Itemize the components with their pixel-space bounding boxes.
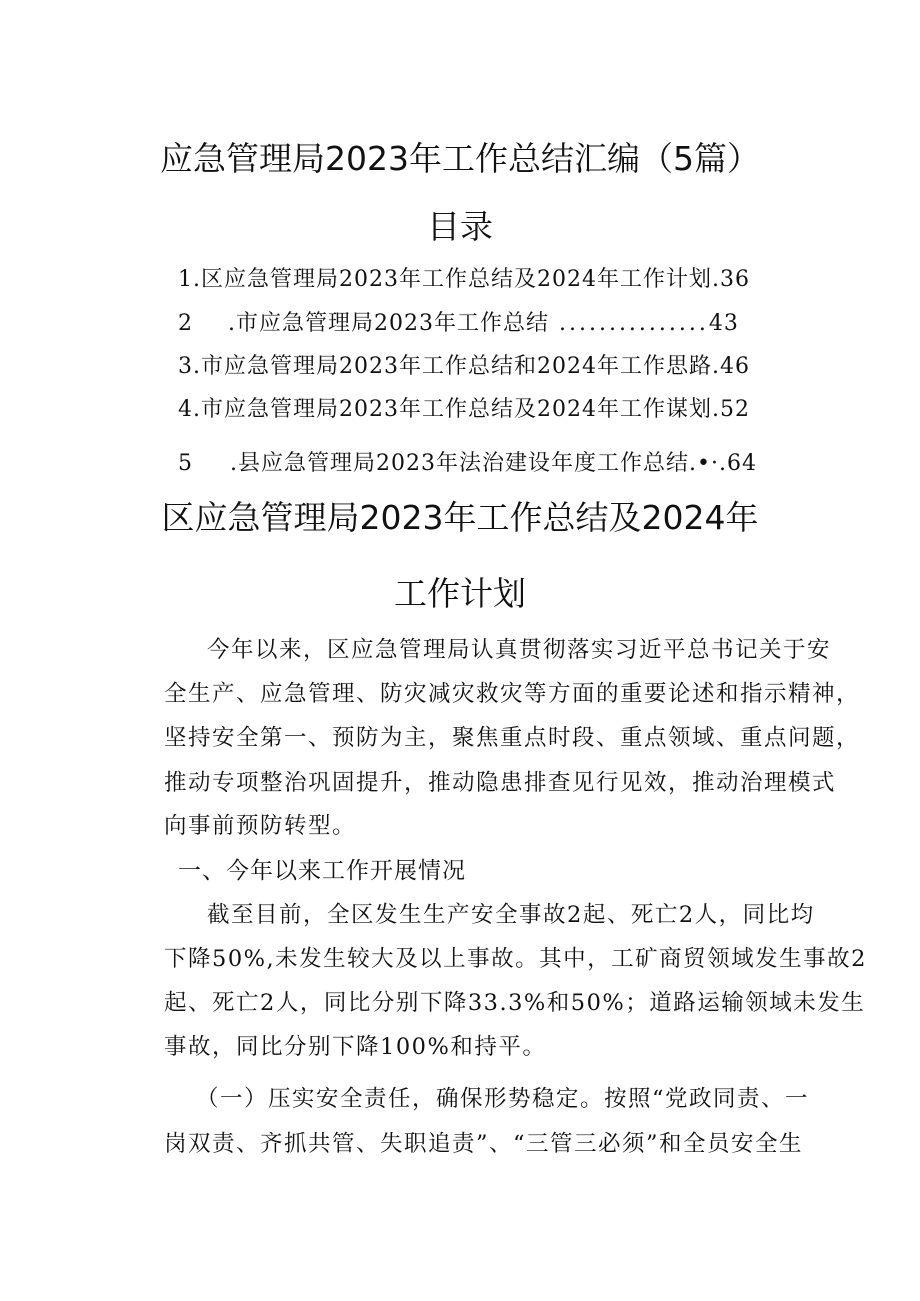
toc-entry-leader: ...............: [558, 311, 709, 336]
paragraph-line: 坚持安全第一、预防为主，聚焦重点时段、重点领域、重点问题，: [164, 725, 861, 751]
toc-entry-page: 64: [726, 451, 757, 476]
toc-entry-leader: .: [711, 267, 720, 292]
paragraph-line: 下降50%,未发生较大及以上事故。其中，工矿商贸领域发生事故2: [164, 946, 867, 972]
toc-entry-leader: .•·.: [688, 451, 727, 476]
paragraph-line: 推动专项整治巩固提升，推动隐患排查见行见效，推动治理模式: [164, 770, 837, 796]
toc-entry[interactable]: [178, 262, 750, 293]
article-title-line1: 区应急管理局2023年工作总结及2024年: [161, 498, 759, 537]
paragraph-line: 岗双责、齐抓共管、失职追责”、“三管三必须”和全员安全生: [164, 1131, 804, 1157]
toc-entry-number: 4.: [178, 397, 201, 422]
toc-entry-page: 43: [708, 311, 739, 336]
toc-entry-title: .市应急管理局2023年工作总结: [228, 311, 549, 336]
paragraph-line: （一）压实安全责任，确保形势稳定。按照“党政同责、一: [196, 1086, 810, 1112]
section-heading: 一、今年以来工作开展情况: [178, 858, 466, 884]
toc-entry-title: .县应急管理局2023年法治建设年度工作总结: [230, 451, 689, 476]
toc-entry-number: 1.: [178, 267, 201, 292]
paragraph-line: 今年以来，区应急管理局认真贯彻落实习近平总书记关于安: [207, 637, 832, 663]
paragraph-line: 全生产、应急管理、防灾减灾救灾等方面的重要论述和指示精神，: [164, 681, 861, 707]
article-title-line2: 工作计划: [394, 574, 526, 613]
toc-entry-number: 2: [178, 311, 193, 336]
paragraph-line: 事故，同比分别下降100%和持平。: [164, 1034, 547, 1060]
toc-entry-leader: .: [711, 354, 720, 379]
toc-entry-page: 36: [719, 267, 750, 292]
toc-entry-number: 5: [178, 451, 193, 476]
toc-entry[interactable]: [178, 392, 750, 423]
toc-entry[interactable]: [178, 306, 739, 337]
toc-entry-number: 3.: [178, 354, 201, 379]
toc-heading: 目录: [427, 207, 493, 246]
paragraph-line: 起、死亡2人，同比分别下降33.3%和50%；道路运输领域未发生: [164, 990, 866, 1016]
toc-entry-title: 区应急管理局2023年工作总结及2024年工作计划: [201, 267, 712, 292]
toc-entry-leader: .: [711, 397, 720, 422]
document-title: 应急管理局2023年工作总结汇编（5篇）: [160, 139, 760, 178]
paragraph-line: 截至目前，全区发生生产安全事故2起、死亡2人，同比均: [207, 902, 815, 928]
paragraph-line: 向事前预防转型。: [164, 813, 357, 839]
toc-entry[interactable]: [178, 349, 750, 380]
toc-entry-title: 市应急管理局2023年工作总结及2024年工作谋划: [201, 397, 712, 422]
toc-entry-page: 46: [719, 354, 750, 379]
toc-entry-page: 52: [719, 397, 750, 422]
toc-entry[interactable]: [178, 446, 757, 477]
toc-entry-title: 市应急管理局2023年工作总结和2024年工作思路: [201, 354, 712, 379]
